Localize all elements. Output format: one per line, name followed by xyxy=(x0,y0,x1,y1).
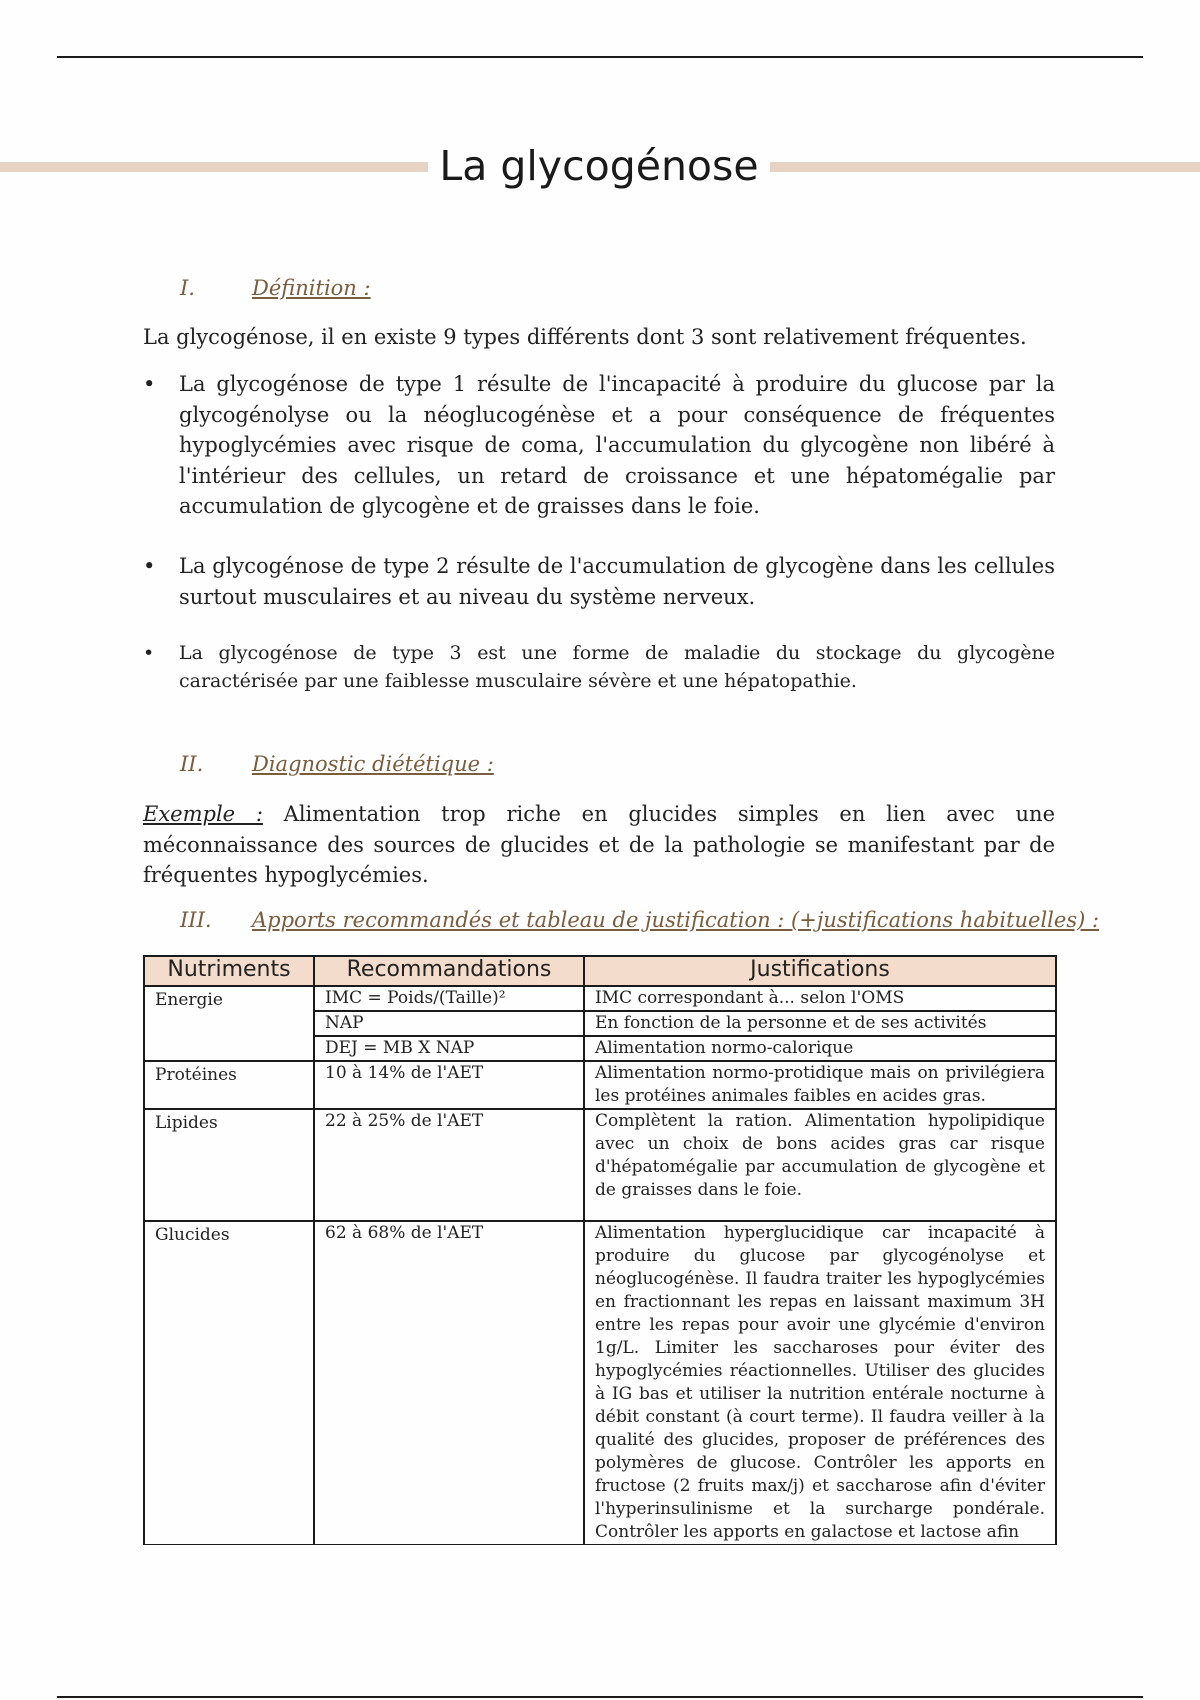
page-title: La glycogénose xyxy=(439,142,759,190)
bullet-text: La glycogénose de type 2 résulte de l'accumulation de glycogène dans les cellules surtout musculaires et au niveau du système nerveux. xyxy=(179,554,1055,609)
table-header-row xyxy=(144,956,1056,986)
bottom-rule xyxy=(57,1696,1143,1698)
bullet-dot: • xyxy=(143,642,155,664)
bullet-type-1 xyxy=(143,369,1055,522)
section-1-title: Définition : xyxy=(252,276,371,300)
rec-imc: IMC = Poids/(Taille)² xyxy=(314,986,584,1011)
section-3-heading xyxy=(180,908,1099,932)
bullet-type-3 xyxy=(143,639,1055,695)
header-nutriments: Nutriments xyxy=(144,956,314,986)
section-2-number: II. xyxy=(180,752,204,776)
nutrient-lipides: Lipides xyxy=(144,1109,314,1221)
table-row xyxy=(144,1109,1056,1221)
example-label: Exemple : xyxy=(143,802,263,826)
diagnostic-example xyxy=(143,799,1055,891)
just-lipides: Complètent la ration. Alimentation hypolipidique avec un choix de bons acides gras car risque d'hépatomégalie par accumulation de glycogène et de graisses dans le foie. xyxy=(584,1109,1056,1221)
header-recommandations: Recommandations xyxy=(314,956,584,986)
nutrient-energie: Energie xyxy=(144,986,314,1061)
rec-nap: NAP xyxy=(314,1011,584,1036)
section-3-title: Apports recommandés et tableau de justification : (+justifications habituelles) : xyxy=(252,908,1100,932)
header-justifications: Justifications xyxy=(584,956,1056,986)
example-text: Alimentation trop riche en glucides simples en lien avec une méconnaissance des sources de glucides et de la pathologie se manifestant par de fréquentes hypoglycémies. xyxy=(143,802,1055,887)
section-1-intro: La glycogénose, il en existe 9 types différents dont 3 sont relativement fréquentes. xyxy=(143,325,1027,349)
table-row xyxy=(144,986,1056,1011)
title-bar-right xyxy=(770,162,1200,172)
bullet-text: La glycogénose de type 1 résulte de l'incapacité à produire du glucose par la glycogénolyse ou la néoglucogénèse et a pour conséquence de fréquentes hypoglycémies avec risque de coma, l'accumulation du glycogène non libéré à l'intérieur des cellules, un retard de croissance et une hépatomégalie par accumulation de glycogène et de graisses dans le foie. xyxy=(179,372,1055,518)
justification-table xyxy=(143,955,1057,1545)
bullet-type-2 xyxy=(143,551,1055,612)
just-dej: Alimentation normo-calorique xyxy=(584,1036,1056,1061)
section-1-number: I. xyxy=(180,276,195,300)
just-imc: IMC correspondant à... selon l'OMS xyxy=(584,986,1056,1011)
nutrient-glucides: Glucides xyxy=(144,1221,314,1545)
top-rule xyxy=(57,56,1143,58)
title-bar-left xyxy=(0,162,428,172)
table-row xyxy=(144,1221,1056,1545)
section-3-number: III. xyxy=(180,908,212,932)
section-2-heading xyxy=(180,752,494,776)
just-glucides: Alimentation hyperglucidique car incapacité à produire du glucose par glycogénolyse et néoglucogénèse. Il faudra traiter les hypoglycémies en fractionnant les repas en laissant maximum 3H entre les repas pour avoir une glycémie d'environ 1g/L. Limiter les saccharoses pour éviter des hypoglycémies réactionnelles. Utiliser des glucides à IG bas et utiliser la nutrition entérale nocturne à débit constant (à court terme). Il faudra veiller à la qualité des glucides, proposer de préférences des polymères de glucose. Contrôler les apports en fructose (2 fruits max/j) et saccharose afin d'éviter l'hyperinsulinisme et la surcharge pondérale. Contrôler les apports en galactose et lactose afin xyxy=(584,1221,1056,1545)
just-nap: En fonction de la personne et de ses activités xyxy=(584,1011,1056,1036)
just-proteines: Alimentation normo-protidique mais on privilégiera les protéines animales faibles en acides gras. xyxy=(584,1061,1056,1109)
section-2-title: Diagnostic diététique : xyxy=(252,752,494,776)
section-1-heading xyxy=(180,276,371,300)
bullet-text: La glycogénose de type 3 est une forme de maladie du stockage du glycogène caractérisée par une faiblesse musculaire sévère et une hépatopathie. xyxy=(179,642,1055,692)
rec-dej: DEJ = MB X NAP xyxy=(314,1036,584,1061)
bullet-dot: • xyxy=(143,372,156,396)
bullet-dot: • xyxy=(143,554,156,578)
nutrient-proteines: Protéines xyxy=(144,1061,314,1109)
table-row xyxy=(144,1061,1056,1109)
justification-table-wrap xyxy=(143,955,1057,1545)
rec-glucides: 62 à 68% de l'AET xyxy=(314,1221,584,1545)
rec-proteines: 10 à 14% de l'AET xyxy=(314,1061,584,1109)
rec-lipides: 22 à 25% de l'AET xyxy=(314,1109,584,1221)
